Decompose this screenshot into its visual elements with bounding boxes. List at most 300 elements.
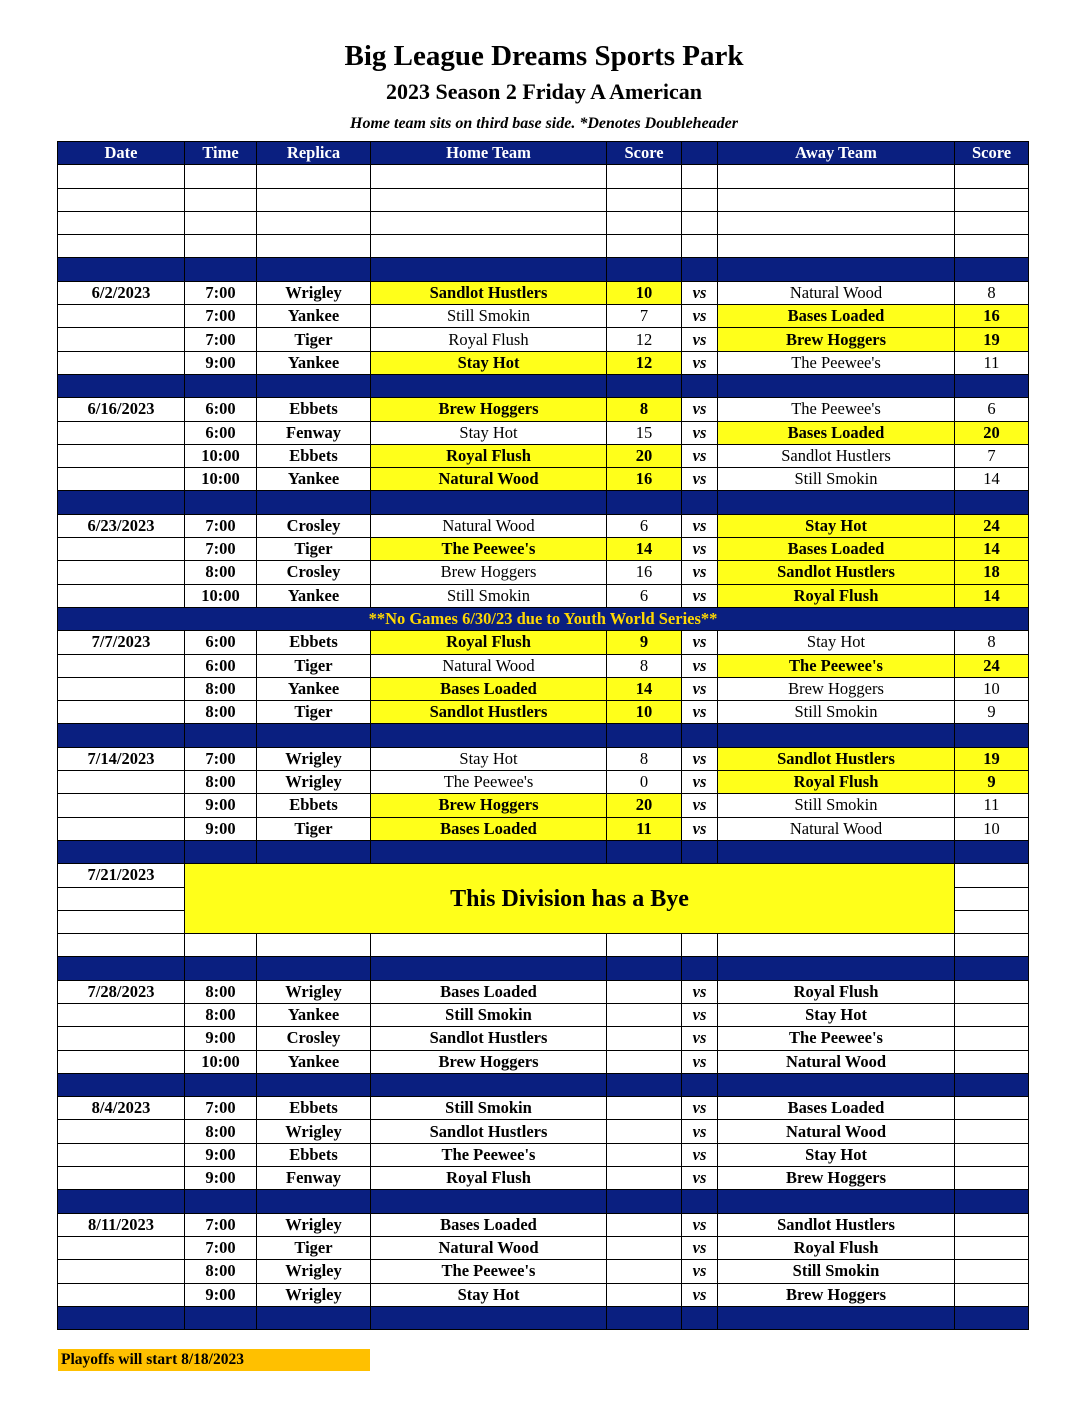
empty-cell <box>58 1260 185 1283</box>
empty-cell <box>185 1190 257 1213</box>
away-team: Sandlot Hustlers <box>718 561 955 584</box>
vs-label: vs <box>682 794 718 817</box>
empty-cell <box>718 188 955 211</box>
empty-cell <box>682 934 718 957</box>
vs-label: vs <box>682 351 718 374</box>
vs-label: vs <box>682 1120 718 1143</box>
empty-cell <box>58 1283 185 1306</box>
game-row <box>58 631 1029 654</box>
game-field: Wrigley <box>257 980 371 1003</box>
empty-cell <box>185 724 257 747</box>
empty-cell <box>682 1190 718 1213</box>
empty-cell <box>955 910 1029 933</box>
game-row <box>58 444 1029 467</box>
game-time: 8:00 <box>185 980 257 1003</box>
away-score: 9 <box>955 701 1029 724</box>
empty-cell <box>607 934 682 957</box>
empty-cell <box>185 934 257 957</box>
vs-label: vs <box>682 1167 718 1190</box>
away-team: Still Smokin <box>718 794 955 817</box>
vs-label: vs <box>682 1143 718 1166</box>
home-score <box>607 1260 682 1283</box>
game-field: Yankee <box>257 351 371 374</box>
away-team: Stay Hot <box>718 514 955 537</box>
away-score: 10 <box>955 677 1029 700</box>
away-score: 24 <box>955 514 1029 537</box>
empty-cell <box>58 561 185 584</box>
empty-cell <box>58 840 185 863</box>
vs-label: vs <box>682 468 718 491</box>
empty-cell <box>682 165 718 188</box>
schedule-table <box>57 141 1029 1330</box>
home-score: 16 <box>607 468 682 491</box>
empty-cell <box>718 374 955 397</box>
away-team: Royal Flush <box>718 584 955 607</box>
game-time: 9:00 <box>185 1143 257 1166</box>
home-team: Royal Flush <box>371 1167 607 1190</box>
game-row <box>58 351 1029 374</box>
empty-cell <box>955 374 1029 397</box>
game-time: 7:00 <box>185 328 257 351</box>
home-team: Bases Loaded <box>371 1213 607 1236</box>
vs-label: vs <box>682 1097 718 1120</box>
game-row <box>58 514 1029 537</box>
empty-cell <box>58 934 185 957</box>
home-team: Stay Hot <box>371 1283 607 1306</box>
away-team: Still Smokin <box>718 468 955 491</box>
home-score <box>607 1120 682 1143</box>
empty-cell <box>257 258 371 281</box>
game-time: 8:00 <box>185 677 257 700</box>
bye-date: 7/21/2023 <box>58 864 185 887</box>
vs-label: vs <box>682 514 718 537</box>
empty-cell <box>185 957 257 980</box>
empty-cell <box>955 957 1029 980</box>
empty-cell <box>58 444 185 467</box>
blank-row <box>58 211 1029 234</box>
empty-cell <box>257 211 371 234</box>
vs-label: vs <box>682 1027 718 1050</box>
home-score: 14 <box>607 677 682 700</box>
empty-cell <box>58 794 185 817</box>
blank-row <box>58 165 1029 188</box>
game-time: 8:00 <box>185 771 257 794</box>
empty-cell <box>955 840 1029 863</box>
home-team: Brew Hoggers <box>371 1050 607 1073</box>
game-time: 7:00 <box>185 538 257 561</box>
game-row <box>58 1213 1029 1236</box>
game-date: 7/14/2023 <box>58 747 185 770</box>
empty-cell <box>607 188 682 211</box>
game-date: 6/2/2023 <box>58 281 185 304</box>
away-team: The Peewee's <box>718 654 955 677</box>
empty-cell <box>607 235 682 258</box>
home-team: The Peewee's <box>371 1143 607 1166</box>
game-field: Wrigley <box>257 771 371 794</box>
game-row <box>58 817 1029 840</box>
empty-cell <box>58 165 185 188</box>
home-score <box>607 980 682 1003</box>
vs-label: vs <box>682 1003 718 1026</box>
away-team: Still Smokin <box>718 701 955 724</box>
game-time: 10:00 <box>185 468 257 491</box>
empty-cell <box>257 724 371 747</box>
empty-cell <box>955 1306 1029 1329</box>
game-row <box>58 1260 1029 1283</box>
game-field: Fenway <box>257 1167 371 1190</box>
empty-cell <box>371 188 607 211</box>
empty-cell <box>682 1306 718 1329</box>
away-team: Bases Loaded <box>718 305 955 328</box>
vs-label: vs <box>682 398 718 421</box>
empty-cell <box>718 1190 955 1213</box>
away-team: Stay Hot <box>718 631 955 654</box>
empty-cell <box>58 701 185 724</box>
game-time: 10:00 <box>185 584 257 607</box>
game-row <box>58 1050 1029 1073</box>
game-row <box>58 468 1029 491</box>
game-row <box>58 1167 1029 1190</box>
home-team: Royal Flush <box>371 328 607 351</box>
empty-cell <box>682 235 718 258</box>
away-score <box>955 1143 1029 1166</box>
game-field: Tiger <box>257 701 371 724</box>
game-field: Tiger <box>257 654 371 677</box>
away-score <box>955 1283 1029 1306</box>
game-time: 6:00 <box>185 654 257 677</box>
game-row <box>58 1097 1029 1120</box>
game-time: 9:00 <box>185 1283 257 1306</box>
vs-label: vs <box>682 328 718 351</box>
empty-cell <box>955 934 1029 957</box>
away-team: Brew Hoggers <box>718 1167 955 1190</box>
game-field: Wrigley <box>257 747 371 770</box>
empty-cell <box>58 1167 185 1190</box>
game-field: Ebbets <box>257 794 371 817</box>
home-score: 8 <box>607 398 682 421</box>
home-score: 8 <box>607 654 682 677</box>
game-time: 7:00 <box>185 1097 257 1120</box>
away-team: Royal Flush <box>718 771 955 794</box>
empty-cell <box>718 724 955 747</box>
empty-cell <box>371 211 607 234</box>
empty-cell <box>58 584 185 607</box>
empty-cell <box>185 1073 257 1096</box>
away-score: 16 <box>955 305 1029 328</box>
game-field: Crosley <box>257 1027 371 1050</box>
empty-cell <box>718 840 955 863</box>
game-time: 8:00 <box>185 561 257 584</box>
empty-cell <box>58 1073 185 1096</box>
home-score: 12 <box>607 328 682 351</box>
away-score: 7 <box>955 444 1029 467</box>
home-score <box>607 1143 682 1166</box>
away-score: 14 <box>955 538 1029 561</box>
empty-cell <box>607 1073 682 1096</box>
empty-cell <box>58 328 185 351</box>
game-row <box>58 771 1029 794</box>
vs-header <box>682 142 718 165</box>
game-time: 7:00 <box>185 281 257 304</box>
away-team: Stay Hot <box>718 1003 955 1026</box>
game-field: Tiger <box>257 328 371 351</box>
empty-cell <box>58 817 185 840</box>
home-team: The Peewee's <box>371 1260 607 1283</box>
empty-cell <box>718 934 955 957</box>
empty-cell <box>58 654 185 677</box>
home-score: 7 <box>607 305 682 328</box>
separator-row <box>58 1306 1029 1329</box>
empty-cell <box>58 305 185 328</box>
home-team: Sandlot Hustlers <box>371 1027 607 1050</box>
empty-cell <box>371 957 607 980</box>
away-score: 8 <box>955 281 1029 304</box>
empty-cell <box>607 374 682 397</box>
away-team: Natural Wood <box>718 281 955 304</box>
empty-cell <box>58 468 185 491</box>
away-team: Brew Hoggers <box>718 677 955 700</box>
game-field: Tiger <box>257 538 371 561</box>
empty-cell <box>682 957 718 980</box>
away-score <box>955 1050 1029 1073</box>
away-team: Natural Wood <box>718 1050 955 1073</box>
replica-header: Replica <box>257 142 371 165</box>
playoffs-note: Playoffs will start 8/18/2023 <box>58 1349 370 1371</box>
vs-label: vs <box>682 747 718 770</box>
empty-cell <box>185 235 257 258</box>
home-team: Bases Loaded <box>371 980 607 1003</box>
home-score: 14 <box>607 538 682 561</box>
empty-cell <box>682 491 718 514</box>
home-score <box>607 1003 682 1026</box>
empty-cell <box>955 165 1029 188</box>
game-row <box>58 1236 1029 1259</box>
empty-cell <box>955 1073 1029 1096</box>
away-team: Sandlot Hustlers <box>718 747 955 770</box>
vs-label: vs <box>682 305 718 328</box>
empty-cell <box>371 1190 607 1213</box>
empty-cell <box>58 351 185 374</box>
empty-cell <box>607 1306 682 1329</box>
home-team: Brew Hoggers <box>371 561 607 584</box>
game-time: 7:00 <box>185 1213 257 1236</box>
empty-cell <box>718 957 955 980</box>
empty-cell <box>955 724 1029 747</box>
empty-cell <box>955 211 1029 234</box>
home-team: Sandlot Hustlers <box>371 281 607 304</box>
game-time: 9:00 <box>185 794 257 817</box>
home-team: Still Smokin <box>371 305 607 328</box>
game-field: Wrigley <box>257 1120 371 1143</box>
game-row <box>58 654 1029 677</box>
home-score: 11 <box>607 817 682 840</box>
vs-label: vs <box>682 538 718 561</box>
no-games-row <box>58 607 1029 630</box>
game-field: Fenway <box>257 421 371 444</box>
game-row <box>58 980 1029 1003</box>
game-field: Yankee <box>257 305 371 328</box>
game-row <box>58 677 1029 700</box>
game-time: 8:00 <box>185 1003 257 1026</box>
away-score <box>955 1027 1029 1050</box>
empty-cell <box>58 1050 185 1073</box>
away-score <box>955 1167 1029 1190</box>
game-row <box>58 1143 1029 1166</box>
vs-label: vs <box>682 1236 718 1259</box>
home-team-header: Home Team <box>371 142 607 165</box>
game-field: Wrigley <box>257 1260 371 1283</box>
separator-row <box>58 1073 1029 1096</box>
away-team: Still Smokin <box>718 1260 955 1283</box>
empty-cell <box>58 724 185 747</box>
home-score <box>607 1167 682 1190</box>
game-field: Wrigley <box>257 1213 371 1236</box>
empty-cell <box>58 1003 185 1026</box>
empty-cell <box>58 1143 185 1166</box>
home-team: Sandlot Hustlers <box>371 1120 607 1143</box>
empty-cell <box>371 840 607 863</box>
empty-cell <box>58 188 185 211</box>
game-row <box>58 1283 1029 1306</box>
away-score <box>955 1236 1029 1259</box>
game-field: Ebbets <box>257 444 371 467</box>
game-time: 6:00 <box>185 398 257 421</box>
vs-label: vs <box>682 1260 718 1283</box>
empty-cell <box>257 374 371 397</box>
page-note: Home team sits on third base side. *Denotes Doubleheader <box>350 115 738 132</box>
empty-cell <box>955 235 1029 258</box>
empty-cell <box>185 374 257 397</box>
home-team: Bases Loaded <box>371 677 607 700</box>
vs-label: vs <box>682 1213 718 1236</box>
empty-cell <box>371 1306 607 1329</box>
empty-cell <box>58 374 185 397</box>
game-time: 10:00 <box>185 1050 257 1073</box>
empty-cell <box>371 374 607 397</box>
game-time: 9:00 <box>185 1167 257 1190</box>
away-team: Bases Loaded <box>718 1097 955 1120</box>
empty-cell <box>682 258 718 281</box>
away-team: Bases Loaded <box>718 538 955 561</box>
separator-row <box>58 374 1029 397</box>
away-score: 8 <box>955 631 1029 654</box>
vs-label: vs <box>682 1050 718 1073</box>
game-field: Ebbets <box>257 1097 371 1120</box>
game-field: Wrigley <box>257 1283 371 1306</box>
game-field: Yankee <box>257 468 371 491</box>
game-field: Tiger <box>257 817 371 840</box>
game-date: 7/28/2023 <box>58 980 185 1003</box>
game-time: 9:00 <box>185 1027 257 1050</box>
empty-cell <box>607 1190 682 1213</box>
empty-cell <box>718 165 955 188</box>
empty-cell <box>955 1190 1029 1213</box>
bye-banner: This Division has a Bye <box>185 864 955 934</box>
away-score <box>955 1097 1029 1120</box>
away-team: Natural Wood <box>718 817 955 840</box>
empty-cell <box>718 235 955 258</box>
game-row <box>58 794 1029 817</box>
empty-cell <box>257 1073 371 1096</box>
away-score <box>955 1003 1029 1026</box>
empty-cell <box>607 957 682 980</box>
game-time: 9:00 <box>185 351 257 374</box>
away-team: Bases Loaded <box>718 421 955 444</box>
away-team: Stay Hot <box>718 1143 955 1166</box>
empty-cell <box>371 934 607 957</box>
empty-cell <box>682 188 718 211</box>
home-score: 10 <box>607 701 682 724</box>
home-team: Stay Hot <box>371 747 607 770</box>
home-team: Still Smokin <box>371 1003 607 1026</box>
empty-cell <box>257 188 371 211</box>
game-field: Yankee <box>257 677 371 700</box>
page-title: Big League Dreams Sports Park <box>344 40 744 72</box>
empty-cell <box>371 165 607 188</box>
game-field: Yankee <box>257 1050 371 1073</box>
empty-cell <box>257 235 371 258</box>
empty-cell <box>682 374 718 397</box>
page-subtitle: 2023 Season 2 Friday A American <box>386 79 702 104</box>
empty-cell <box>257 1190 371 1213</box>
home-team: Stay Hot <box>371 421 607 444</box>
home-team: Stay Hot <box>371 351 607 374</box>
home-score <box>607 1097 682 1120</box>
empty-cell <box>371 258 607 281</box>
empty-cell <box>58 677 185 700</box>
vs-label: vs <box>682 701 718 724</box>
vs-label: vs <box>682 584 718 607</box>
game-row <box>58 305 1029 328</box>
empty-cell <box>955 887 1029 910</box>
game-time: 7:00 <box>185 305 257 328</box>
empty-cell <box>58 771 185 794</box>
game-row <box>58 701 1029 724</box>
home-team: The Peewee's <box>371 771 607 794</box>
separator-row <box>58 957 1029 980</box>
separator-row <box>58 258 1029 281</box>
away-team: Royal Flush <box>718 1236 955 1259</box>
table-header <box>58 142 1029 165</box>
game-field: Yankee <box>257 584 371 607</box>
game-date: 8/4/2023 <box>58 1097 185 1120</box>
game-row <box>58 421 1029 444</box>
home-score <box>607 1027 682 1050</box>
vs-label: vs <box>682 817 718 840</box>
home-team: Still Smokin <box>371 1097 607 1120</box>
game-time: 8:00 <box>185 1120 257 1143</box>
empty-cell <box>718 491 955 514</box>
empty-cell <box>58 258 185 281</box>
empty-cell <box>185 258 257 281</box>
empty-cell <box>955 258 1029 281</box>
empty-cell <box>58 1306 185 1329</box>
empty-cell <box>955 864 1029 887</box>
home-team: Royal Flush <box>371 631 607 654</box>
empty-cell <box>371 235 607 258</box>
away-team: Royal Flush <box>718 980 955 1003</box>
away-team: The Peewee's <box>718 398 955 421</box>
away-team: Sandlot Hustlers <box>718 444 955 467</box>
game-row <box>58 584 1029 607</box>
empty-cell <box>371 491 607 514</box>
away-team-header: Away Team <box>718 142 955 165</box>
empty-cell <box>185 188 257 211</box>
away-score: 20 <box>955 421 1029 444</box>
game-field: Wrigley <box>257 281 371 304</box>
game-row <box>58 281 1029 304</box>
away-score <box>955 1260 1029 1283</box>
